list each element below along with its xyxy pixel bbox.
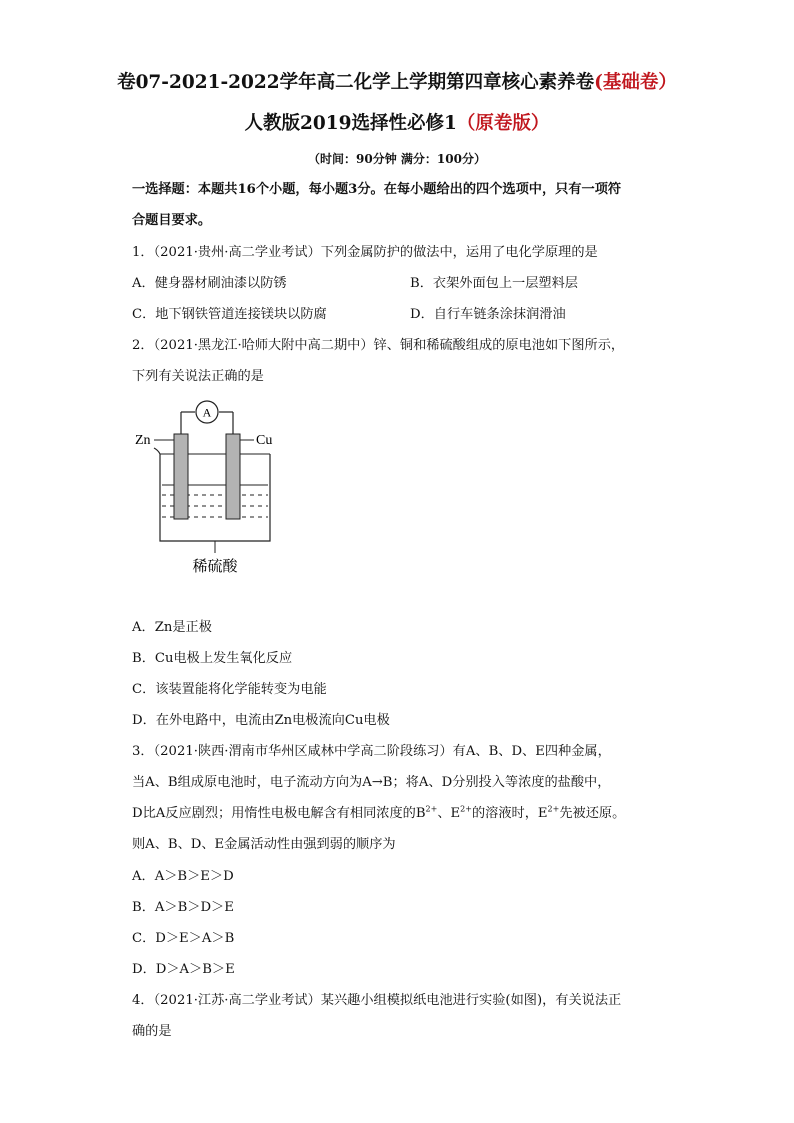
exam-meta: （时间：90分钟 满分：100分） <box>308 152 486 166</box>
title-highlight: （原卷版） <box>456 113 550 134</box>
q3-option-b: B．A＞B＞D＞E <box>132 900 234 915</box>
q3-text: D比A反应剧烈；用惰性电极电解含有相同浓度的B <box>132 806 426 821</box>
charge-superscript: 2+ <box>425 804 438 814</box>
q1-stem: 1．（2021·贵州·高二学业考试）下列金属防护的做法中，运用了电化学原理的是 <box>132 245 598 260</box>
charge-superscript: 2+ <box>547 804 560 814</box>
cu-electrode <box>226 434 240 519</box>
q1-option-a: A．健身器材刷油漆以防锈 <box>132 276 287 291</box>
q4-stem-line1: 4．（2021·江苏·高二学业考试）某兴趣小组模拟纸电池进行实验(如图)，有关说法正 <box>132 993 622 1008</box>
title-text: 人教版2019选择性必修1 <box>244 113 457 134</box>
q3-text: 先被还原。 <box>559 806 626 821</box>
q1-option-d: D．自行车链条涂抹润滑油 <box>410 307 566 322</box>
title-highlight: (基础卷） <box>594 72 677 93</box>
exam-title-line2 <box>0 109 794 135</box>
ammeter-label: A <box>202 405 212 420</box>
q3-stem-line1: 3．（2021·陕西·渭南市华州区咸林中学高二阶段练习）有A、B、D、E四种金属， <box>132 744 611 759</box>
section-instruction-line2: 合题目要求。 <box>132 213 212 228</box>
q2-stem-line1: 2．（2021·黑龙江·哈师大附中高二期中）锌、铜和稀硫酸组成的原电池如下图所示， <box>132 338 625 353</box>
q2-option-d: D．在外电路中，电流由Zn电极流向Cu电极 <box>132 713 390 728</box>
cu-label: Cu <box>256 433 273 448</box>
q3-option-c: C．D＞E＞A＞B <box>132 931 235 946</box>
solution-label: 稀硫酸 <box>192 557 238 575</box>
q3-stem-line4: 则A、B、D、E金属活动性由强到弱的顺序为 <box>132 837 396 852</box>
q2-option-a: A．Zn是正极 <box>132 620 212 635</box>
q2-stem-line2: 下列有关说法正确的是 <box>132 369 264 384</box>
q3-stem-line2: 当A、B组成原电池时，电子流动方向为A→B；将A、D分别投入等浓度的盐酸中， <box>132 775 611 790</box>
q2-option-c: C．该装置能将化学能转变为电能 <box>132 682 327 697</box>
q1-option-b: B．衣架外面包上一层塑料层 <box>410 276 578 291</box>
zn-label: Zn <box>135 433 151 448</box>
section-instruction-line1: 一选择题：本题共16个小题，每小题3分。在每小题给出的四个选项中，只有一项符 <box>132 182 622 197</box>
q3-option-a: A．A＞B＞E＞D <box>132 869 234 884</box>
q3-option-d: D．D＞A＞B＞E <box>132 962 235 977</box>
zn-electrode <box>174 434 188 519</box>
charge-superscript: 2+ <box>460 804 472 814</box>
q3-text: 的溶液时，E <box>471 806 548 821</box>
q3-text: 、E <box>437 806 461 821</box>
q4-stem-line2: 确的是 <box>132 1024 172 1039</box>
q3-stem-line3 <box>132 804 625 824</box>
galvanic-cell-diagram <box>132 396 292 581</box>
q1-option-c: C．地下钢铁管道连接镁块以防腐 <box>132 307 327 322</box>
title-text: 卷07-2021-2022学年高二化学上学期第四章核心素养卷 <box>117 72 595 93</box>
q2-option-b: B．Cu电极上发生氧化反应 <box>132 651 293 666</box>
exam-title-line1 <box>0 68 794 94</box>
